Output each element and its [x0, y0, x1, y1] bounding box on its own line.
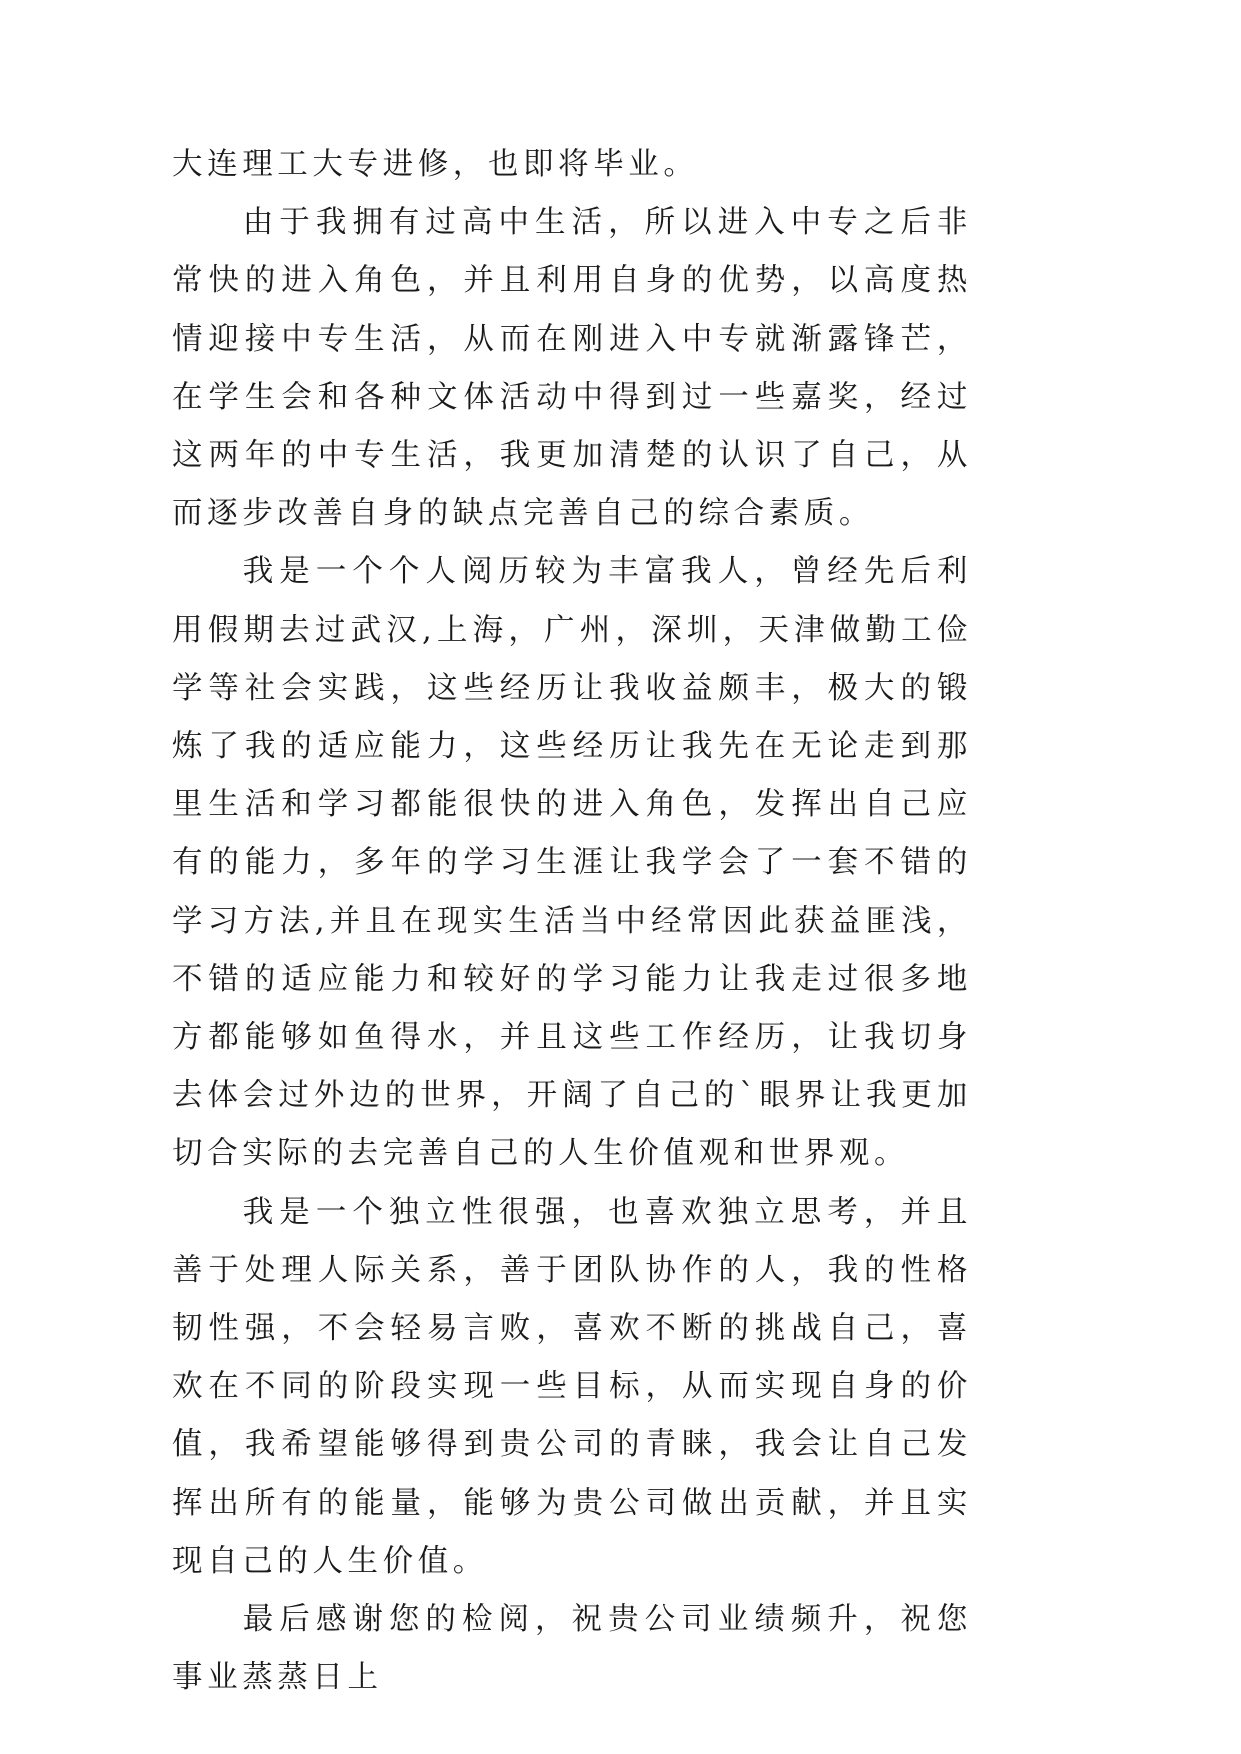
- paragraph-4: 我是一个独立性很强，也喜欢独立思考，并且善于处理人际关系，善于团队协作的人，我的性格韧性强，不会轻易言败，喜欢不断的挑战自己，喜欢在不同的阶段实现一些目标，从而实现自身的价值，我希望能够得到贵公司的青睐，我会让自己发挥出所有的能量，能够为贵公司做出贡献，并且实现自己的人生价值。: [172, 1194, 972, 1579]
- paragraph-5: 最后感谢您的检阅，祝贵公司业绩频升，祝您事业蒸蒸日上: [172, 1602, 972, 1696]
- paragraph-1: 大连理工大专进修，也即将毕业。: [172, 147, 699, 182]
- paragraph-3: 我是一个个人阅历较为丰富我人，曾经先后利用假期去过武汉,上海，广州，深圳，天津做勤工俭学等社会实践，这些经历让我收益颇丰，极大的锻炼了我的适应能力，这些经历让我先在无论走到那里生活和学习都能很快的进入角色，发挥出自己应有的能力，多年的学习生涯让我学会了一套不错的学习方法,并且在现实生活当中经常因此获益匪浅，不错的适应能力和较好的学习能力让我走过很多地方都能够如鱼得水，并且这些工作经历，让我切身去体会过外边的世界，开阔了自己的`眼界让我更加切合实际的去完善自己的人生价值观和世界观。: [172, 554, 972, 1172]
- paragraph-2: 由于我拥有过高中生活，所以进入中专之后非常快的进入角色，并且利用自身的优势，以高度热情迎接中专生活，从而在刚进入中专就渐露锋芒，在学生会和各种文体活动中得到过一些嘉奖，经过这两年的中专生活，我更加清楚的认识了自己，从而逐步改善自身的缺点完善自己的综合素质。: [172, 205, 972, 532]
- body-text: [172, 136, 972, 1707]
